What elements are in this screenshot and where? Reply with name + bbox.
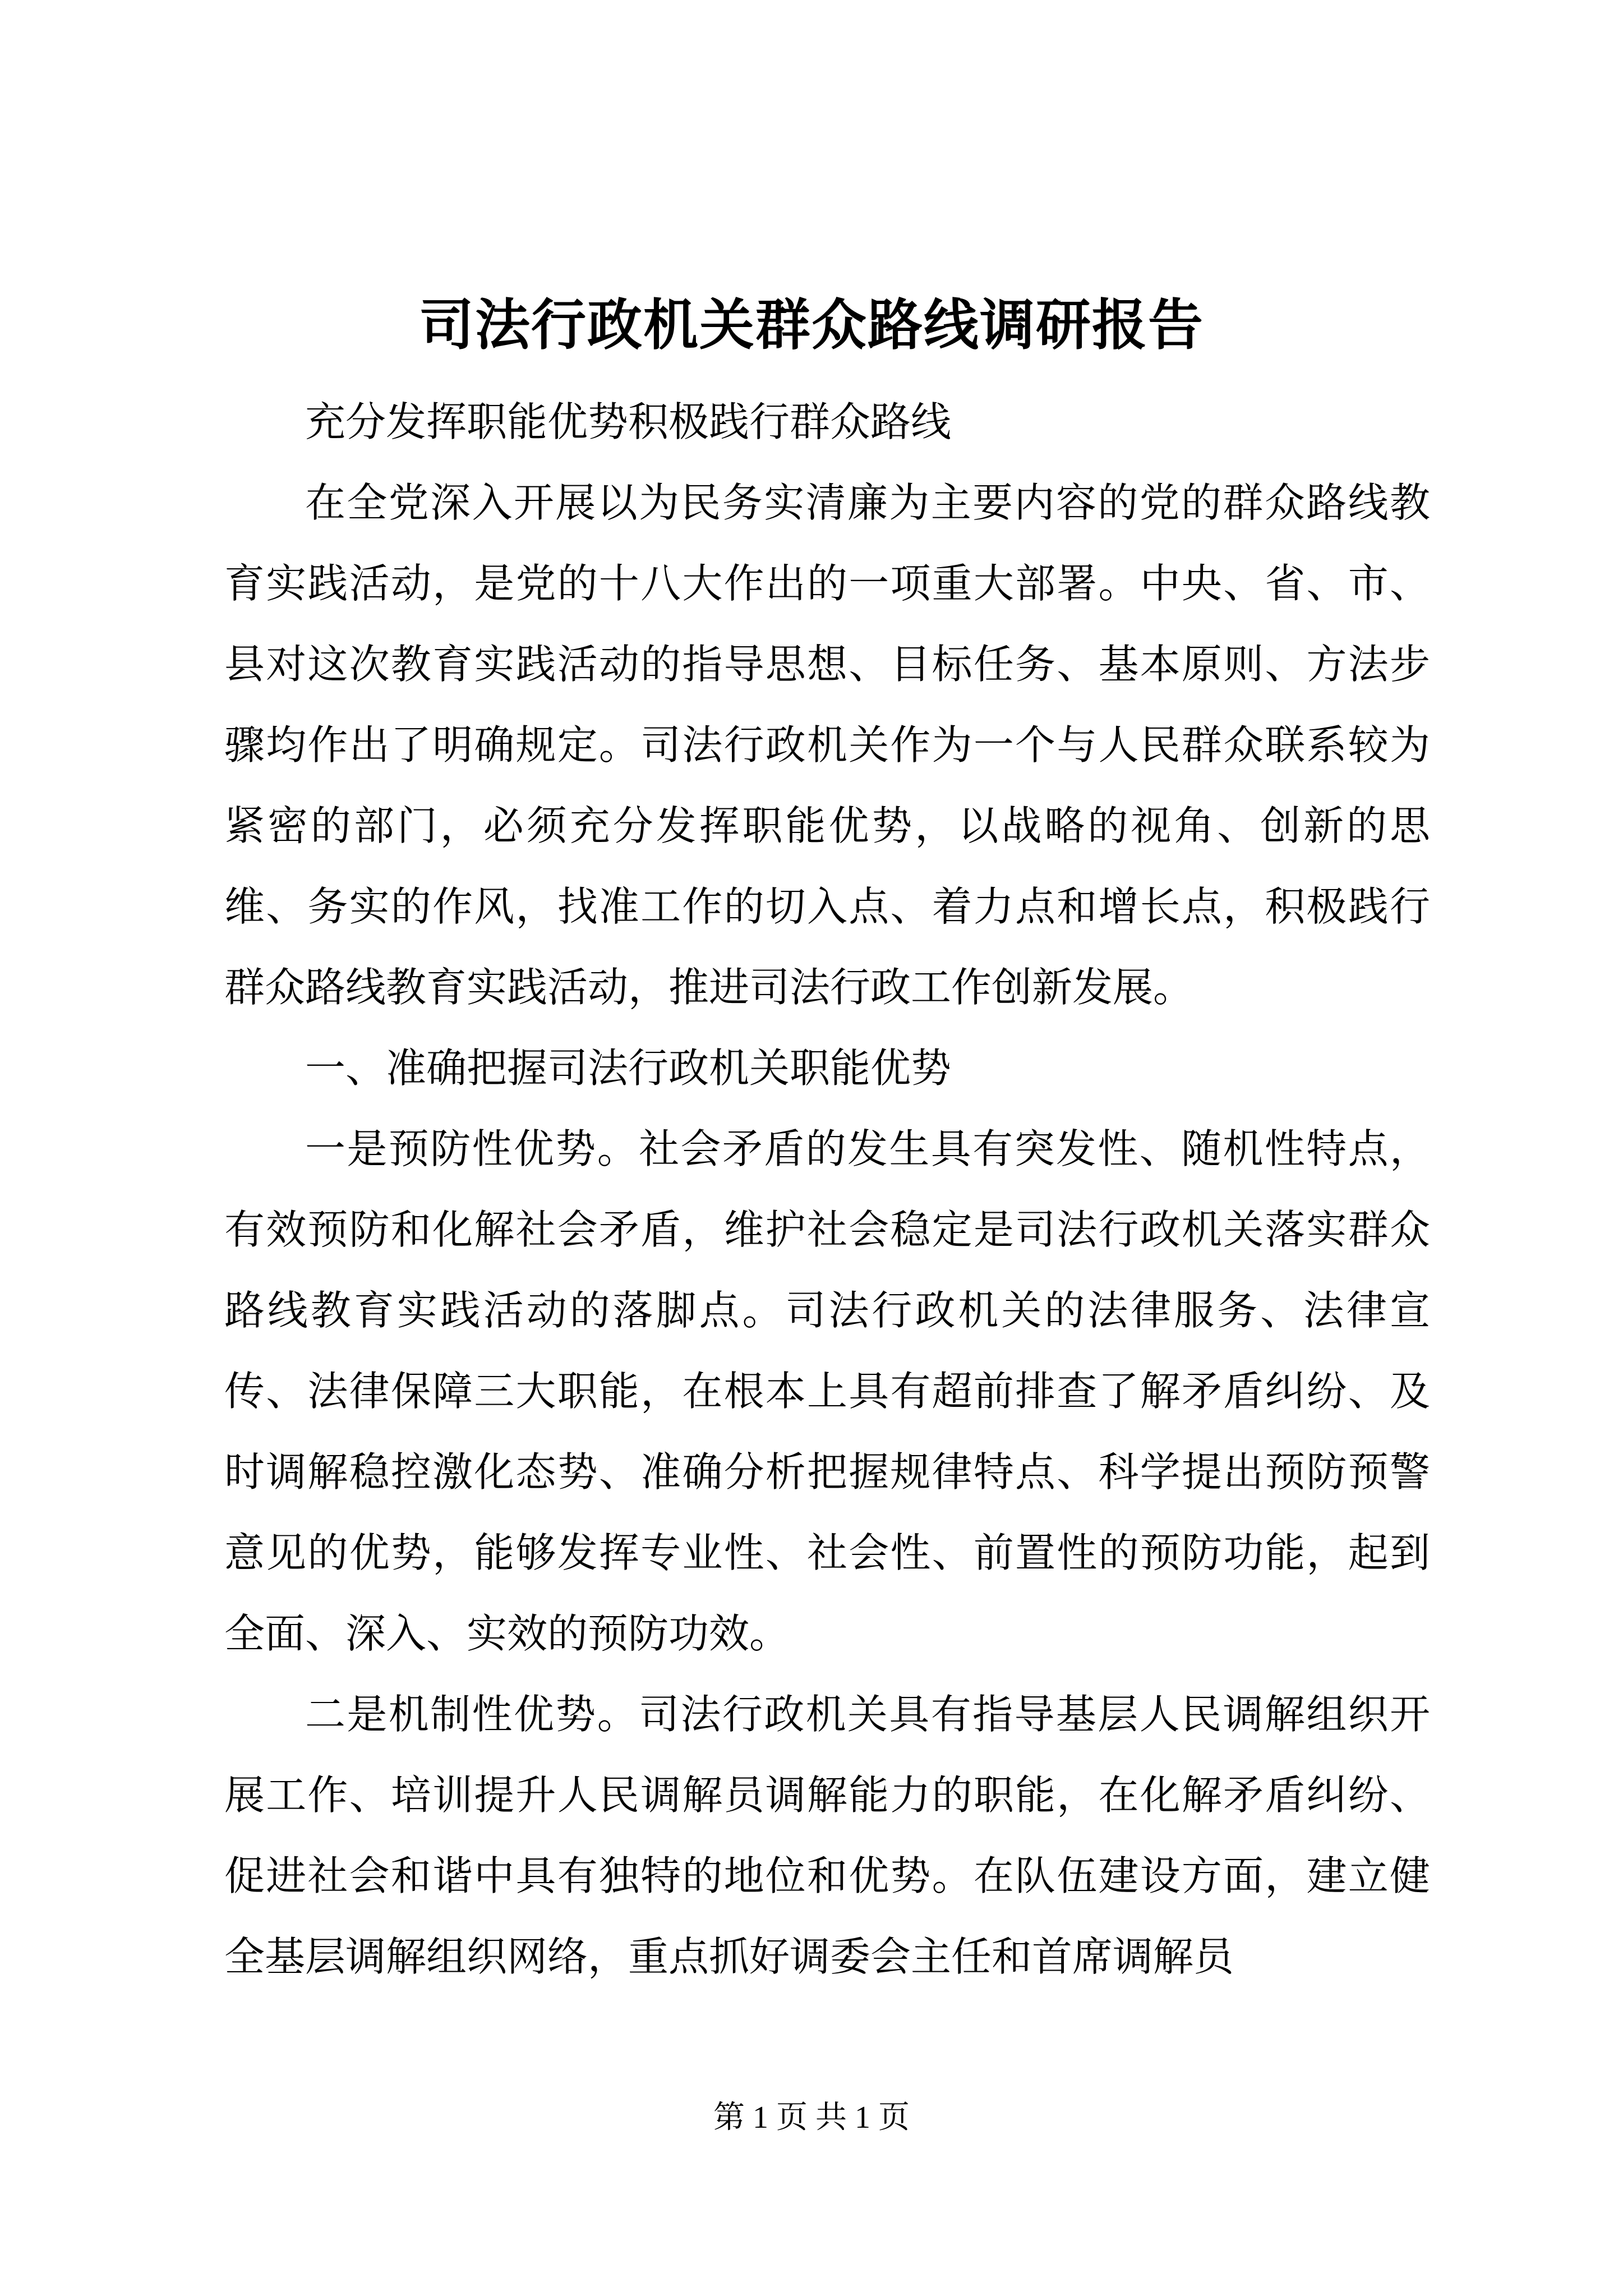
page-number-footer: 第 1 页 共 1 页 <box>713 2100 910 2135</box>
body-paragraph: 一是预防性优势。社会矛盾的发生具有突发性、随机性特点，有效预防和化解社会矛盾，维护社会稳定是司法行政机关落实群众路线教育实践活动的落脚点。司法行政机关的法律服务、法律宣传、法律保障三大职能，在根本上具有超前排查了解矛盾纠纷、及时调解稳控激化态势、准确分析把握规律特点、科学提出预防预警意见的优势，能够发挥专业性、社会性、前置性的预防功能，起到全面、深入、实效的预防功效。 <box>224 1125 1430 1657</box>
intro-paragraph: 在全党深入开展以为民务实清廉为主要内容的党的群众路线教育实践活动，是党的十八大作出的一项重大部署。中央、省、市、县对这次教育实践活动的指导思想、目标任务、基本原则、方法步骤均作出了明确规定。司法行政机关作为一个与人民群众联系较为紧密的部门，必须充分发挥职能优势，以战略的视角、创新的思维、务实的作风，找准工作的切入点、着力点和增长点，积极践行群众路线教育实践活动，推进司法行政工作创新发展。 <box>224 479 1430 1011</box>
subtitle-paragraph: 充分发挥职能优势积极践行群众路线 <box>305 398 952 445</box>
body-paragraph: 二是机制性优势。司法行政机关具有指导基层人民调解组织开展工作、培训提升人民调解员调解能力的职能，在化解矛盾纠纷、促进社会和谐中具有独特的地位和优势。在队伍建设方面，建立健全基层调解组织网络，重点抓好调委会主任和首席调解员 <box>224 1691 1430 1980</box>
document-title: 司法行政机关群众路线调研报告 <box>418 293 1204 357</box>
section-heading: 一、准确把握司法行政机关职能优势 <box>305 1045 952 1092</box>
document-body <box>224 381 1430 1997</box>
